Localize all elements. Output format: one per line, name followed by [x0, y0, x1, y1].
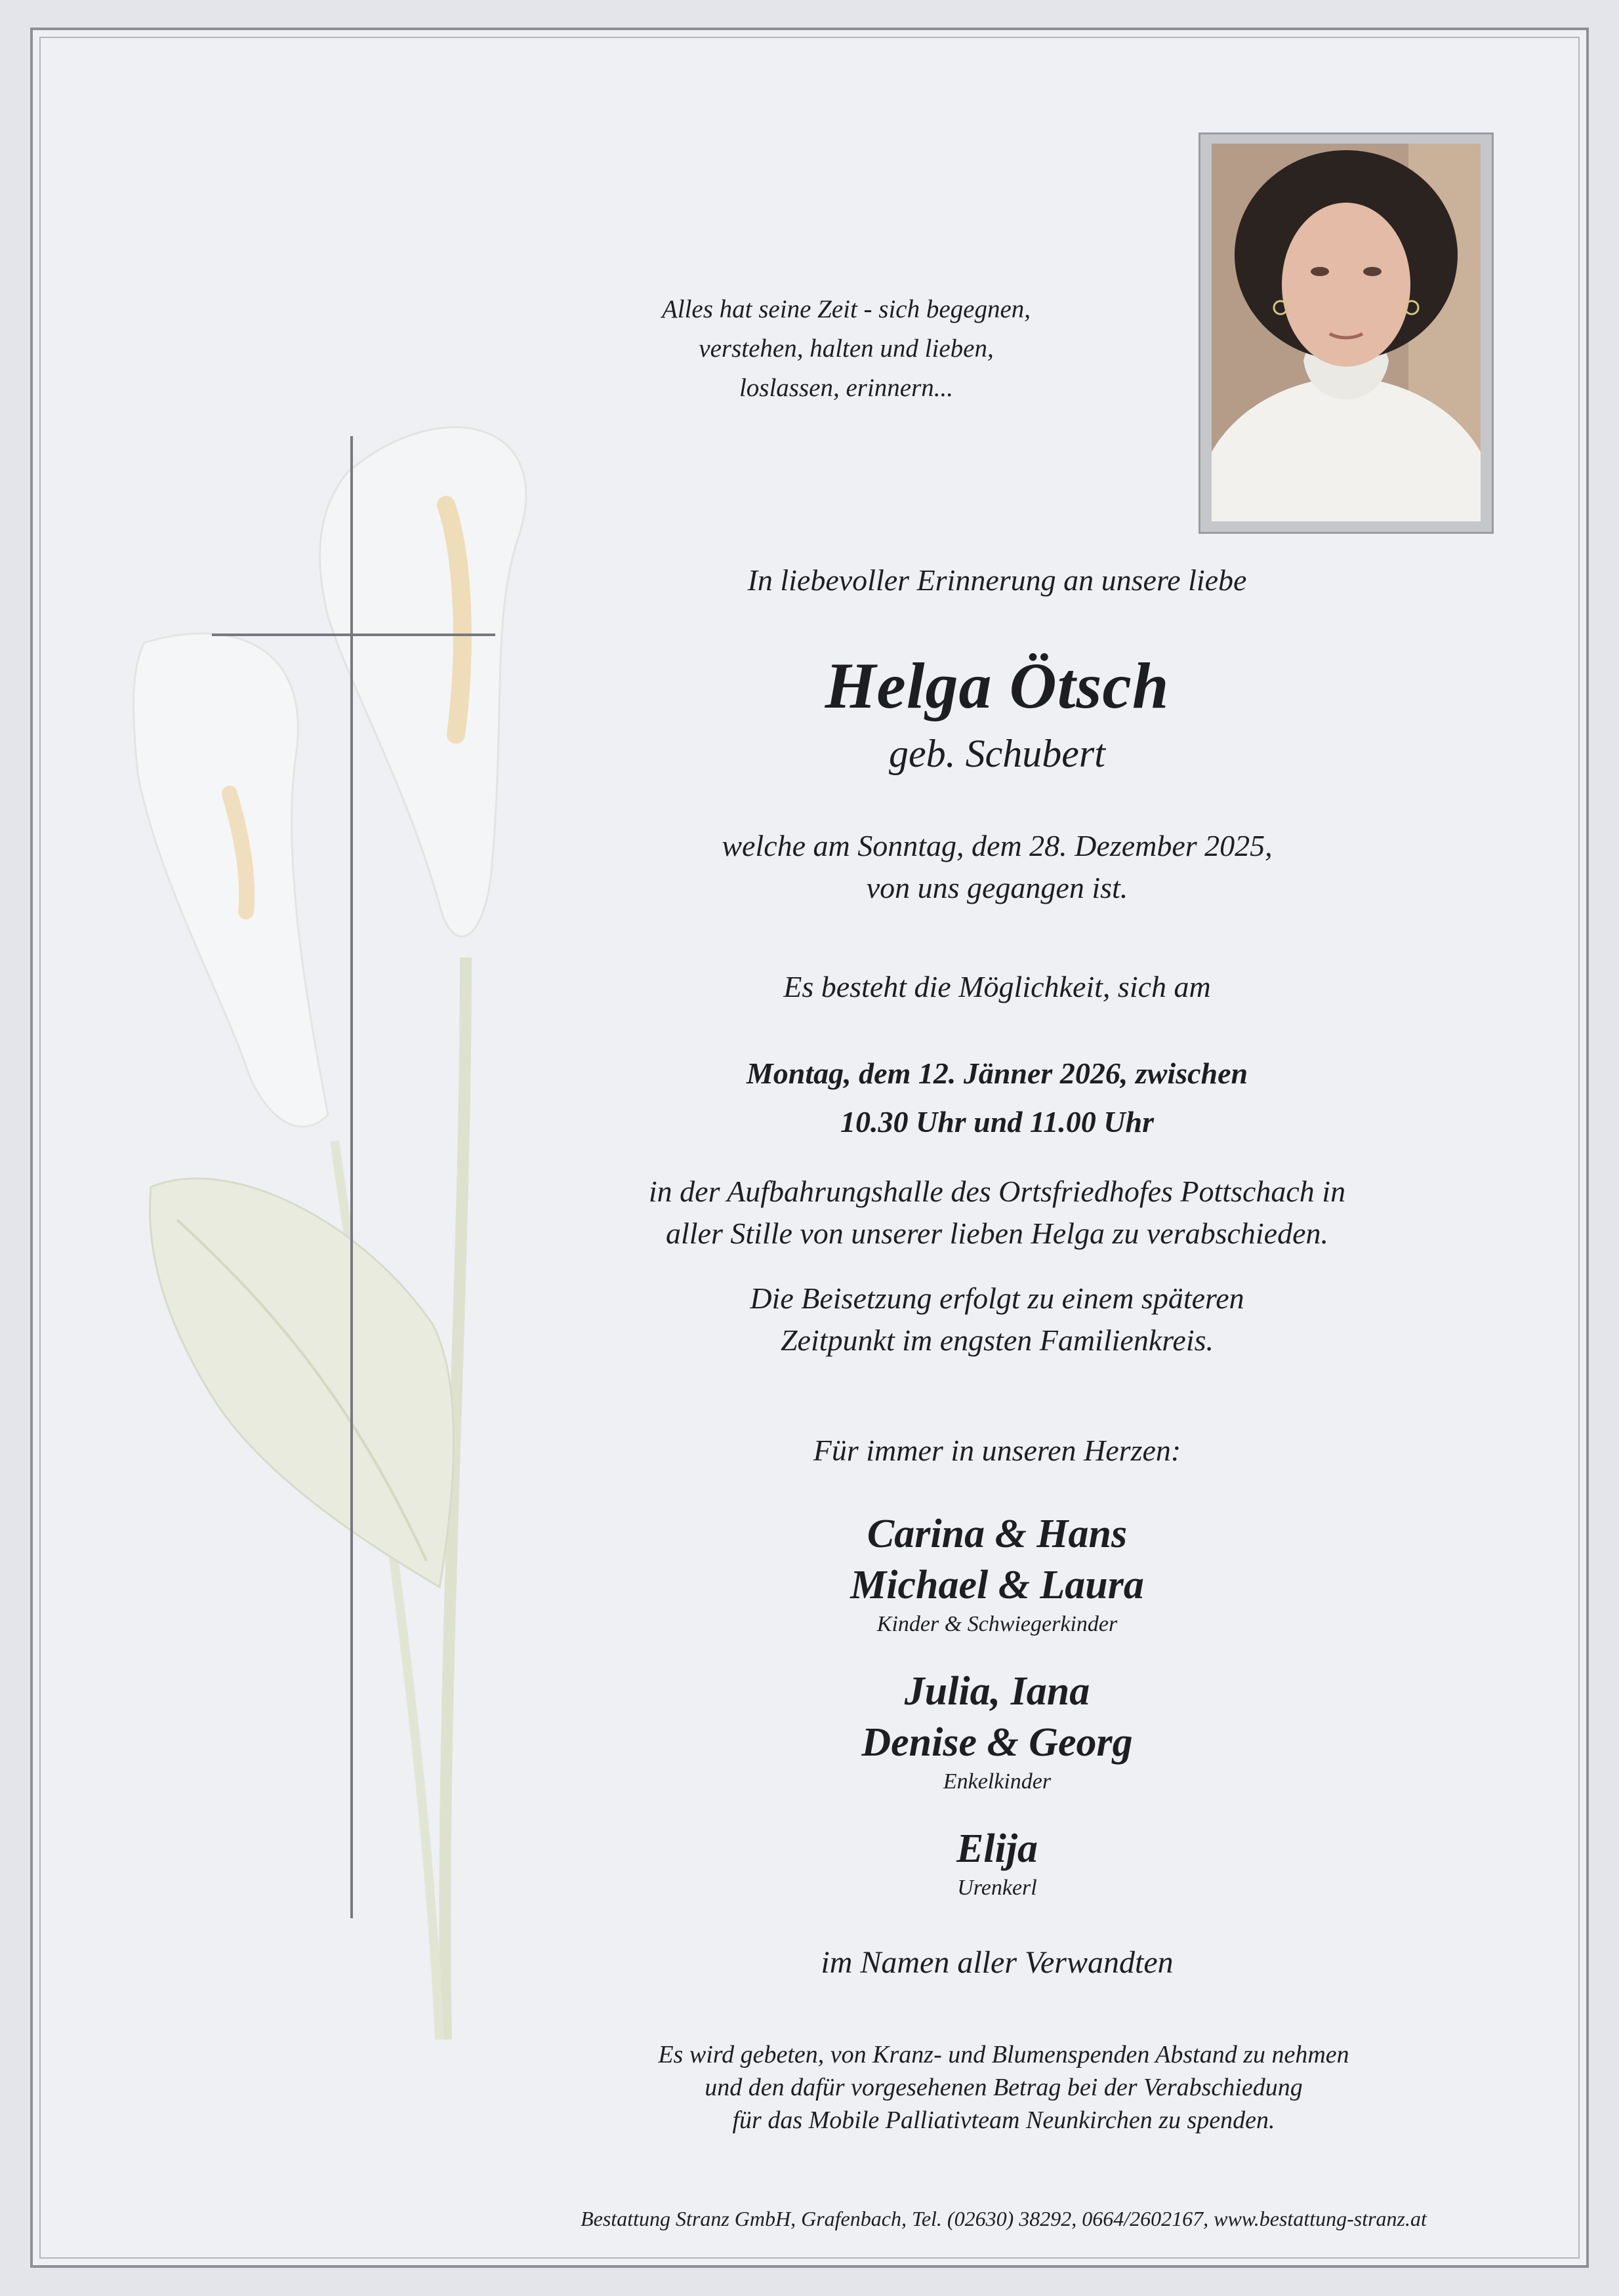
portrait-photo [1212, 144, 1481, 521]
passing-line: welche am Sonntag, dem 28. Dezember 2025, [722, 829, 1273, 862]
mourner-group-great-grandchild [577, 1823, 1417, 1874]
mourner-names: Denise & Georg [861, 1720, 1133, 1765]
mourner-names: Elija [956, 1826, 1038, 1871]
mourners-heading: Für immer in unseren Herzen: [813, 1434, 1181, 1467]
farewell-when [577, 1049, 1417, 1146]
cross-horizontal [212, 634, 495, 636]
quote [656, 290, 1036, 408]
donation-request [538, 2038, 1469, 2137]
burial-line: Zeitpunkt im engsten Familienkreis. [780, 1323, 1214, 1357]
farewell-date: Montag, dem 12. Jänner 2026, zwischen [746, 1057, 1248, 1090]
quote-line: loslassen, erinnern... [739, 374, 954, 402]
quote-line: verstehen, halten und lieben, [699, 334, 994, 363]
calla-lily-illustration [98, 367, 558, 2072]
mourner-names: Julia, Iana [904, 1669, 1090, 1714]
portrait-frame [1199, 132, 1494, 534]
mourner-group-children [577, 1508, 1417, 1611]
mourner-group-grandchildren [577, 1666, 1417, 1768]
quote-line: Alles hat seine Zeit - sich begegnen, [661, 295, 1031, 323]
request-line: und den dafür vorgesehenen Betrag bei der Verabschiedung [705, 2074, 1303, 2101]
mourner-names: Carina & Hans [867, 1512, 1128, 1556]
mourner-relation: Enkelkinder [943, 1769, 1052, 1794]
intro-text: In liebevoller Erinnerung an unsere liebe [747, 563, 1247, 597]
maiden-name: geb. Schubert [889, 732, 1105, 775]
farewell-possibility: Es besteht die Möglichkeit, sich am [783, 970, 1211, 1003]
farewell-time: 10.30 Uhr und 11.00 Uhr [840, 1105, 1155, 1138]
request-line: für das Mobile Palliativteam Neunkirchen zu spenden. [732, 2106, 1275, 2134]
relatives-closing: im Namen aller Verwandten [821, 1945, 1174, 1980]
cross-vertical [350, 436, 353, 1918]
mourner-relation: Urenkerl [957, 1876, 1037, 1900]
mourner-names: Michael & Laura [850, 1563, 1144, 1607]
farewell-where-line: in der Aufbahrungshalle des Ortsfriedhofes Pottschach in [648, 1175, 1346, 1208]
request-line: Es wird gebeten, von Kranz- und Blumenspenden Abstand zu nehmen [658, 2041, 1349, 2068]
undertaker-footer: Bestattung Stranz GmbH, Grafenbach, Tel. (02630) 38292, 0664/2602167, www.bestattung-stranz.at [581, 2207, 1427, 2230]
farewell-where [538, 1171, 1456, 1255]
mourner-relation: Kinder & Schwiegerkinder [876, 1612, 1118, 1636]
passing-line: von uns gegangen ist. [866, 871, 1128, 904]
farewell-where-line: aller Stille von unserer lieben Helga zu verabschieden. [665, 1217, 1329, 1250]
burial-text [577, 1278, 1417, 1361]
passing-text [577, 825, 1417, 909]
deceased-name: Helga Ötsch [825, 649, 1170, 722]
burial-line: Die Beisetzung erfolgt zu einem späteren [750, 1281, 1244, 1315]
